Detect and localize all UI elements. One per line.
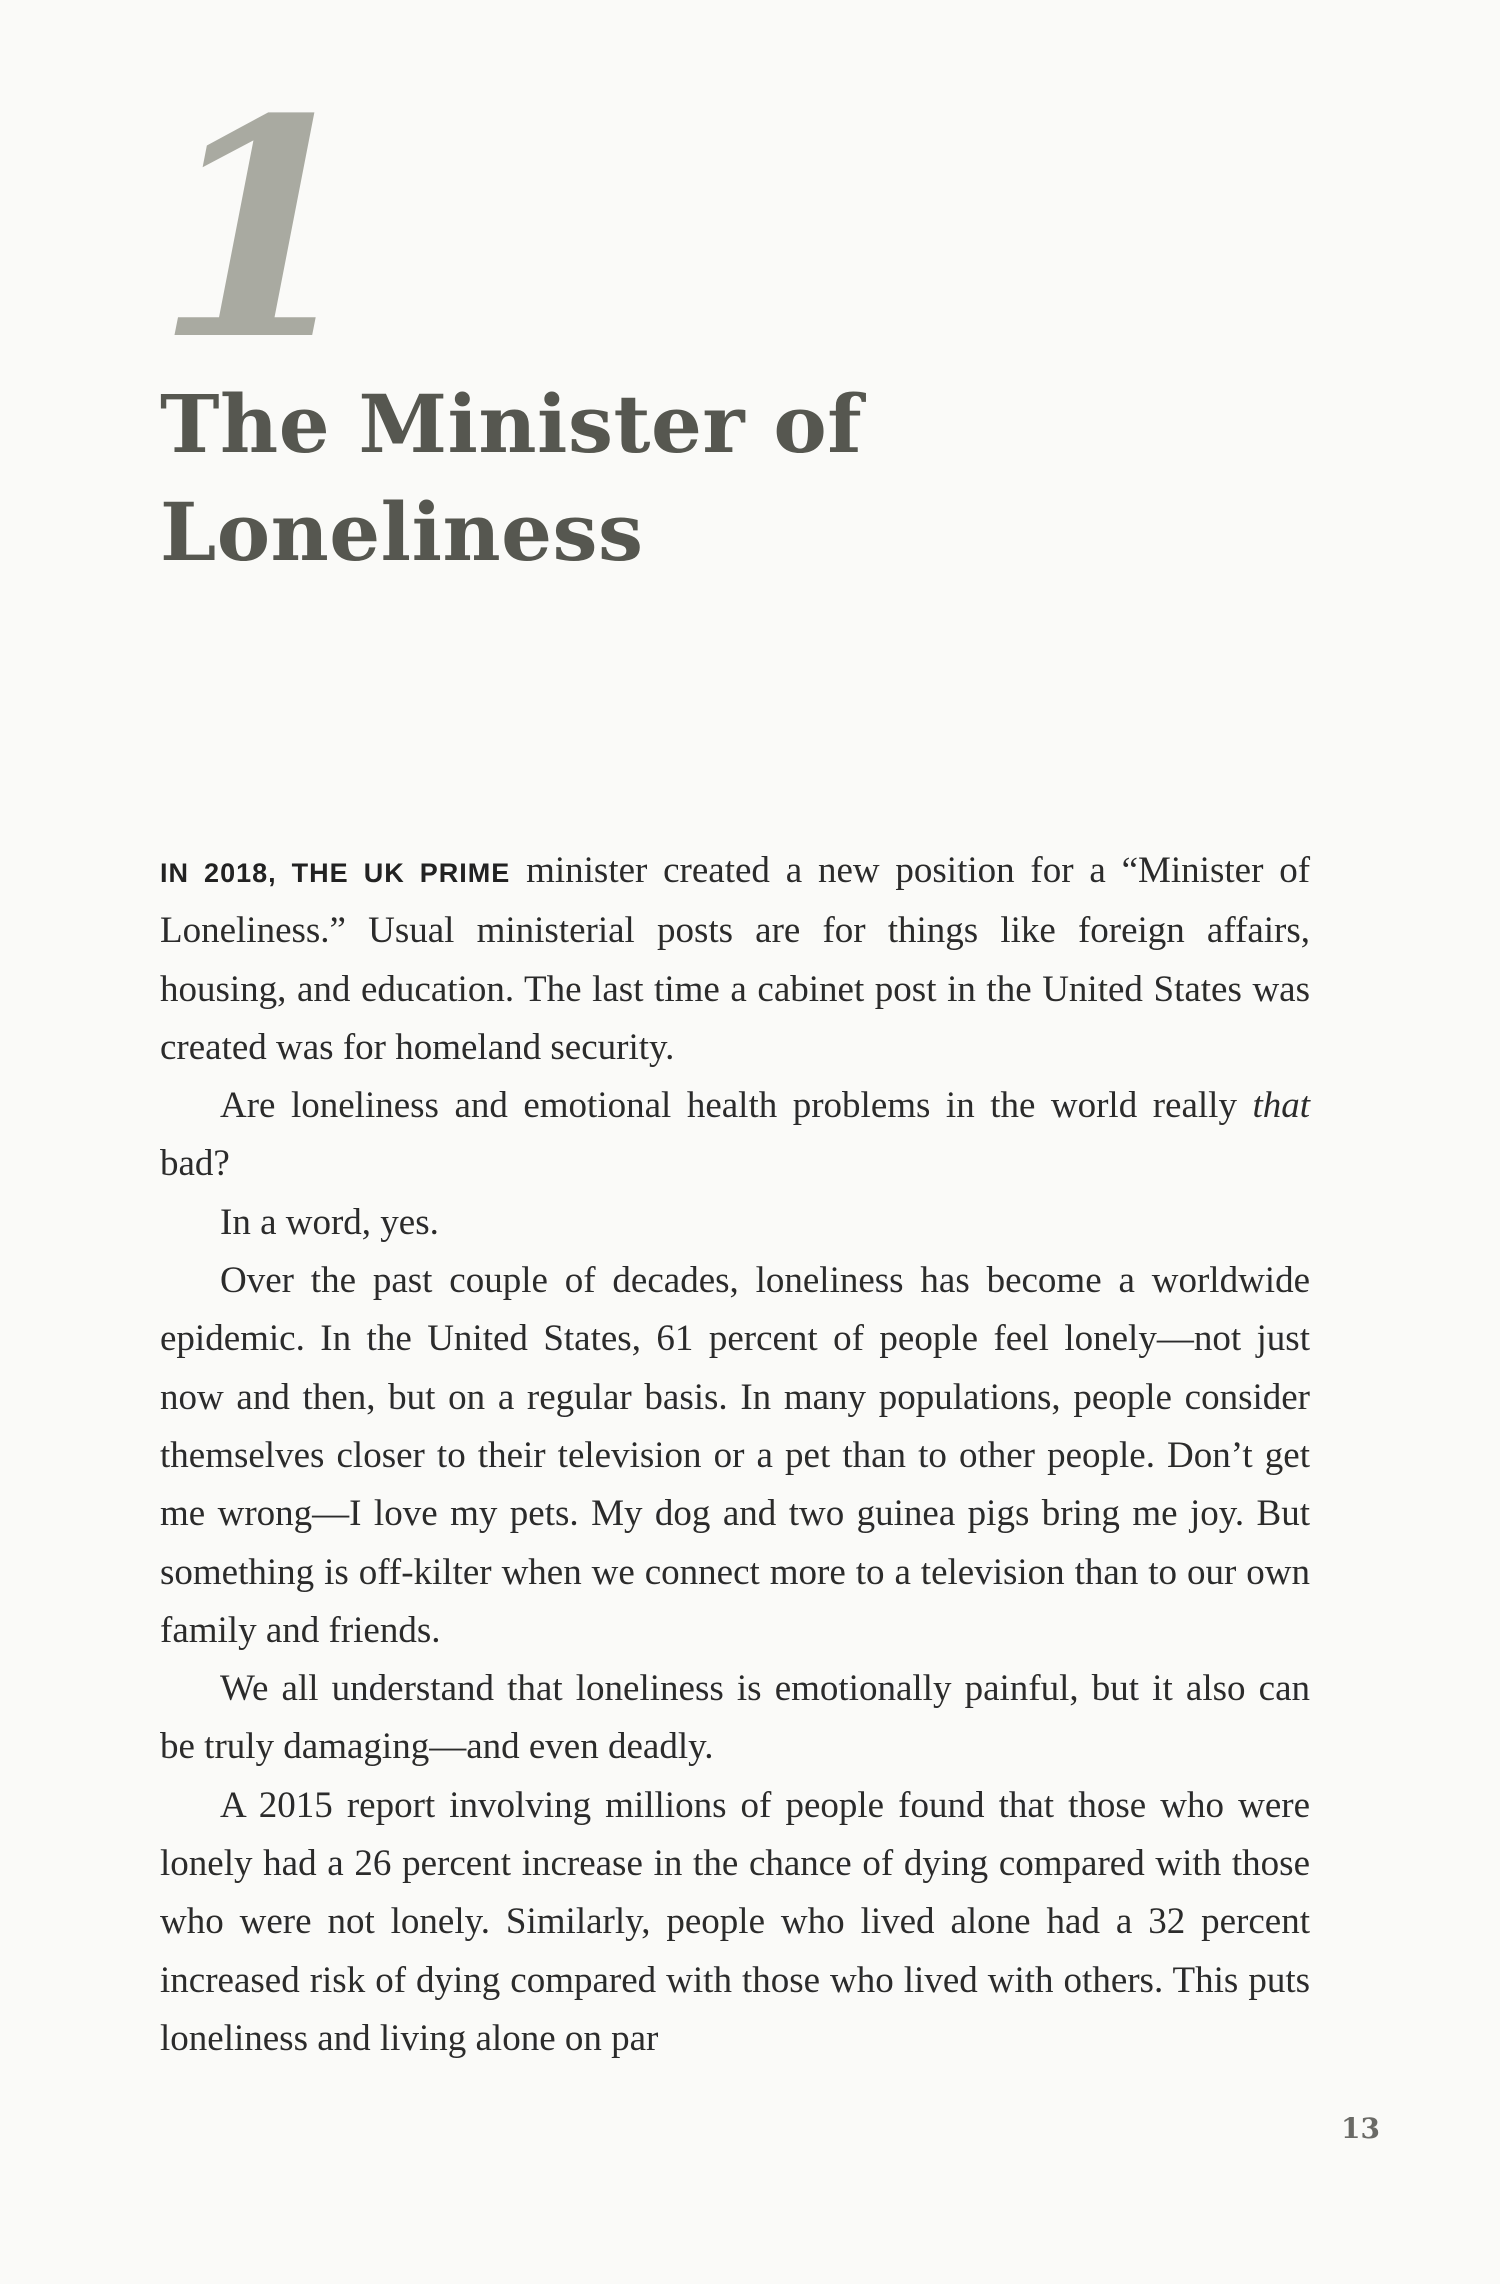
chapter-title-line-1: The Minister of	[160, 377, 863, 471]
chapter-number: 1	[155, 53, 364, 406]
chapter-title	[160, 370, 1060, 586]
chapter-title-line-2: Loneliness	[160, 485, 644, 579]
body-text	[160, 842, 1310, 2068]
paragraph-3: In a word, yes.	[220, 1201, 439, 1243]
paragraph-1	[160, 842, 1310, 1077]
lead-in-caps: IN 2018, THE UK PRIME	[160, 858, 511, 888]
paragraph-5: We all understand that loneliness is emotionally painful, but it also can be truly damaging—and even deadly.	[160, 1668, 1310, 1768]
paragraph-2	[160, 1077, 1310, 1194]
paragraph-2-text-b: bad?	[160, 1143, 230, 1185]
paragraph-1-text: minister created a new position for a “Minister of Loneliness.” Usual ministerial posts are for things like foreign affairs, housing, and education. The last time a cabinet post in the United States was created was for homeland security.	[160, 850, 1311, 1068]
emphasis-that: that	[1252, 1085, 1310, 1127]
paragraph-4: Over the past couple of decades, loneliness has become a worldwide epidemic. In the United States, 61 percent of people feel lonely—not just now and then, but on a regular basis. In many populations, people consider themselves closer to their television or a pet than to other people. Don’t get me wrong—I love my pets. My dog and two guinea pigs bring me joy. But something is off-kilter when we connect more to a television than to our own family and friends.	[160, 1260, 1310, 1651]
paragraph-6: A 2015 report involving millions of people found that those who were lonely had a 26 percent increase in the chance of dying compared with those who were not lonely. Similarly, people who lived alone had a 32 percent increased risk of dying compared with those who lived with others. This puts loneliness and living alone on par	[160, 1784, 1310, 2059]
paragraph-2-text-a: Are loneliness and emotional health problems in the world really	[220, 1085, 1253, 1127]
page-number: 13	[1341, 2112, 1380, 2145]
